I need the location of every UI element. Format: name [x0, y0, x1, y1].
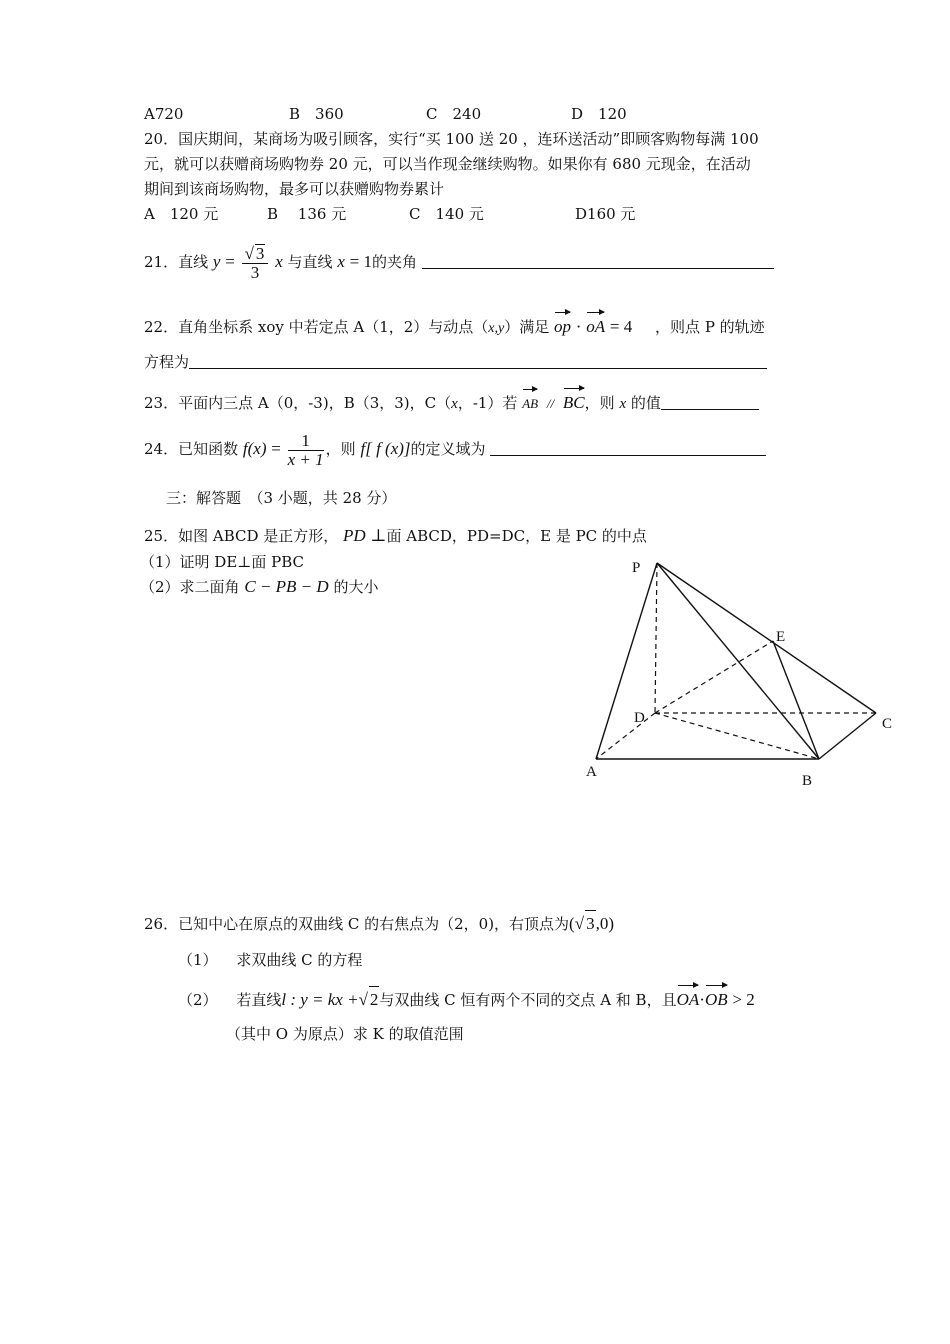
q24-den: x + 1: [287, 449, 324, 469]
q26-gt: > 2: [732, 990, 755, 1009]
segment-de: [655, 641, 773, 713]
q25-p2-suffix: 的大小: [333, 578, 379, 596]
label-b: B: [802, 773, 813, 789]
q26-line-sqrt: 2: [369, 986, 380, 1013]
q21-mid: 与直线: [287, 253, 333, 271]
q23-mid2: ，则: [584, 394, 615, 412]
q23-mid: ，-1）若: [457, 394, 518, 412]
q21-suffix: 的夹角: [372, 253, 418, 271]
q20-option-c: C 140 元: [409, 205, 484, 223]
q22-line2: 方程为: [144, 353, 190, 371]
edge-pd: [655, 563, 657, 713]
q26-p1-num: （1）: [178, 951, 218, 969]
q26-line-1: 26．已知中心在原点的双曲线 C 的右焦点为（2，0)，右顶点为(√ 3,0): [144, 910, 614, 937]
q26-dot: ·: [699, 990, 705, 1009]
q26-vertex-open: (: [569, 914, 575, 933]
label-d: D: [634, 710, 645, 726]
label-e: E: [776, 629, 786, 645]
q21-y: y: [212, 252, 221, 271]
q25-p2-math: C − PB − D: [244, 577, 329, 596]
q20-line-2: 元，就可以获赠商场购物券 20 元，可以当作现金继续购物。如果你有 680 元现金，在活动: [144, 155, 751, 173]
q26-part-2-line-2: （其中 O 为原点）求 K 的取值范围: [226, 1025, 464, 1043]
q20-line-3: 期间到该商场购物，最多可以获赠购物券累计: [144, 180, 445, 198]
q21-eq1: = 1: [349, 252, 372, 271]
q22-vector-op: op: [554, 314, 571, 340]
q25-pd: PD: [343, 526, 366, 545]
q23-suffix: 的值: [630, 394, 661, 412]
q20-option-b: B 136 元: [267, 205, 347, 223]
q20-line-1: 20．国庆期间，某商场为吸引顾客，实行“买 100 送 20 ，连环送活动”即顾客购物每满 100: [144, 130, 759, 148]
q26-part-2: （2） 若直线l : y = kx +√ 2与双曲线 C 恒有两个不同的交点 A 和 B，且OA·OB > 2: [178, 986, 755, 1013]
q26-line-l: l : y = kx +: [281, 990, 359, 1009]
segment-db: [655, 713, 819, 759]
q24-arg: (x): [247, 439, 267, 458]
label-a: A: [586, 764, 597, 780]
q23-vector-ab: AB: [522, 391, 538, 417]
q24-mid: ，则: [325, 440, 356, 458]
q23-x: x: [451, 396, 458, 412]
q26-p1-text: 求双曲线 C 的方程: [236, 951, 363, 969]
q22-dot: ·: [575, 317, 582, 336]
q20-option-a: A 120 元: [144, 205, 219, 223]
q22-vector-oa: oA: [586, 314, 605, 340]
q24-num: 1: [288, 432, 324, 451]
pyramid-hidden-edges: [596, 563, 876, 759]
edge-pc: [657, 563, 876, 713]
edge-da: [596, 713, 655, 759]
q26-p2-num: （2）: [178, 991, 218, 1009]
q19-option-a: A720: [144, 105, 184, 123]
section-3-heading: 三：解答题 （3 小题，共 28 分）: [166, 489, 397, 507]
label-c: C: [882, 716, 893, 732]
q25-suffix: 面 ABCD，PD=DC，E 是 PC 的中点: [386, 527, 647, 545]
q23-parallel: //: [546, 396, 555, 411]
q21-x1: x: [337, 252, 345, 271]
q25-prefix: 25．如图 ABCD 是正方形，: [144, 527, 339, 545]
q22-prefix: 22．直角坐标系 xoy 中若定点 A（1，2）与动点（: [144, 318, 489, 336]
q26-vertex-sqrt: 3: [585, 910, 596, 937]
q26-vector-oa: OA: [677, 987, 700, 1013]
q24-f: f: [242, 439, 248, 458]
q22-mid: ）满足: [504, 318, 550, 336]
q24-suffix: 的定义域为: [410, 440, 486, 458]
q26-part-1: [178, 950, 362, 970]
edge-bc: [819, 713, 876, 759]
q24-prefix: 24．已知函数: [144, 440, 239, 458]
q22-eq: = 4: [609, 317, 633, 336]
q26-p2-prefix: 若直线: [236, 991, 282, 1009]
q25-p2-prefix: （2）求二面角: [140, 578, 240, 596]
q23-vector-bc: BC: [563, 390, 585, 416]
label-p: P: [632, 560, 641, 576]
q25-part-1: （1）证明 DE⊥面 PBC: [140, 553, 305, 571]
q19-option-c: C 240: [426, 105, 482, 123]
q19-option-b: B 360: [289, 105, 344, 123]
q25-perp: ⊥: [370, 526, 387, 545]
q23-prefix: 23．平面内三点 A（0，-3)，B（3，3)，C（: [144, 394, 452, 412]
edge-pb: [657, 563, 819, 759]
q21-x: x: [275, 252, 283, 271]
edge-pa: [596, 563, 657, 759]
q24-ff: f: [360, 439, 366, 458]
q21-num: 3: [255, 244, 265, 263]
q21-prefix: 21．直线: [144, 253, 209, 271]
pyramid-solid-edges: [596, 563, 876, 759]
q22-xy: x,y: [488, 321, 505, 336]
q26-prefix: 26．已知中心在原点的双曲线 C 的右焦点为（2，0)，右顶点为: [144, 915, 570, 933]
q22-suffix: ，则点 P 的轨迹: [655, 318, 765, 336]
q23-x2: x: [619, 396, 627, 412]
q21-den: 3: [250, 263, 260, 282]
q26-vector-ob: OB: [705, 987, 728, 1013]
q26-p2-mid: 与双曲线 C 恒有两个不同的交点 A 和 B，且: [379, 991, 677, 1009]
q20-option-d: D160 元: [575, 205, 636, 223]
q26-vertex-close: ,0): [595, 914, 614, 933]
q24-eq: =: [271, 439, 281, 458]
q24-ffarg: [ f (x)]: [365, 439, 411, 458]
q21-fraction: $\frac{√ 3}{3}$: [242, 244, 269, 282]
q21-eq: =: [225, 252, 235, 271]
q19-option-d: D 120: [571, 105, 627, 123]
